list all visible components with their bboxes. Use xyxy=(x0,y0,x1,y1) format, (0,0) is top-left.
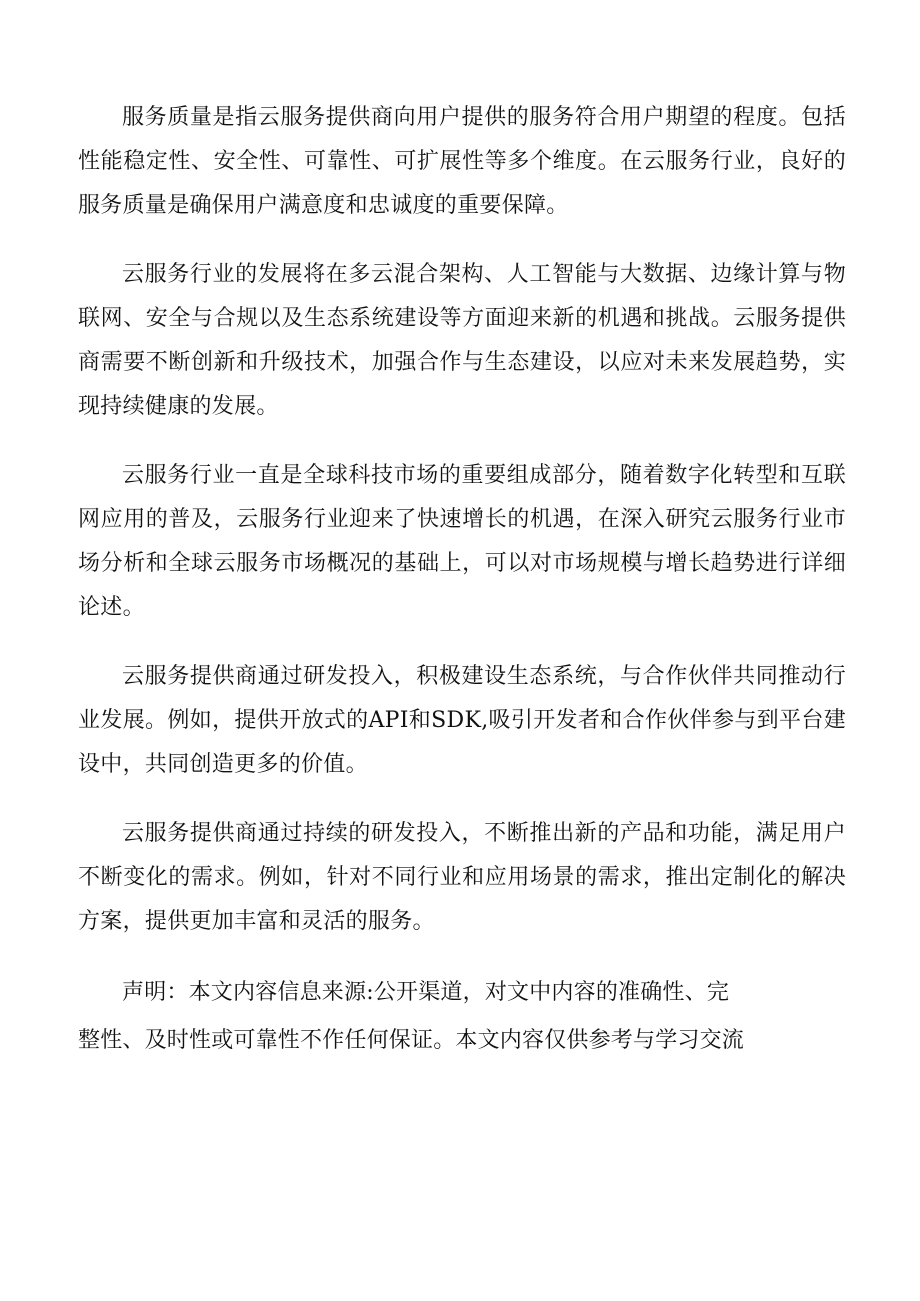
paragraph-ecosystem xyxy=(78,655,846,787)
paragraph-text: 服务质量是指云服务提供商向用户提供的服务符合用户期望的程度。包括性能稳定性、安全性、可靠性、可扩展性等多个维度。在云服务行业，良好的服务质量是确保用户满意度和忠诚度的重要保障。 xyxy=(78,105,846,218)
paragraph-service-quality xyxy=(78,96,846,228)
paragraph-market-overview xyxy=(78,454,846,630)
disclaimer-line-1: 声明：本文内容信息来源:公开渠道，对文中内容的准确性、完 xyxy=(122,980,730,1005)
paragraph-industry-development xyxy=(78,253,846,429)
disclaimer-line-2: 整性、及时性或可靠性不作任何保证。本文内容仅供参考与学习交流 xyxy=(78,1028,745,1053)
paragraph-text: 云服务提供商通过研发投入，积极建设生态系统，与合作伙伴共同推动行业发展。例如，提供开放式的API和SDK,吸引开发者和合作伙伴参与到平台建设中，共同创造更多的价值。 xyxy=(78,664,846,777)
paragraph-text: 云服务提供商通过持续的研发投入，不断推出新的产品和功能，满足用户不断变化的需求。例如，针对不同行业和应用场景的需求，推出定制化的解决方案，提供更加丰富和灵活的服务。 xyxy=(78,821,846,934)
disclaimer xyxy=(78,969,846,1065)
document-page xyxy=(78,96,846,1065)
paragraph-rd-investment xyxy=(78,812,846,944)
paragraph-text: 云服务行业一直是全球科技市场的重要组成部分，随着数字化转型和互联网应用的普及，云服务行业迎来了快速增长的机遇，在深入研究云服务行业市场分析和全球云服务市场概况的基础上，可以对市场规模与增长趋势进行详细论述。 xyxy=(78,463,846,620)
paragraph-text: 云服务行业的发展将在多云混合架构、人工智能与大数据、边缘计算与物联网、安全与合规以及生态系统建设等方面迎来新的机遇和挑战。云服务提供商需要不断创新和升级技术，加强合作与生态建设，以应对未来发展趋势，实现持续健康的发展。 xyxy=(78,262,846,419)
